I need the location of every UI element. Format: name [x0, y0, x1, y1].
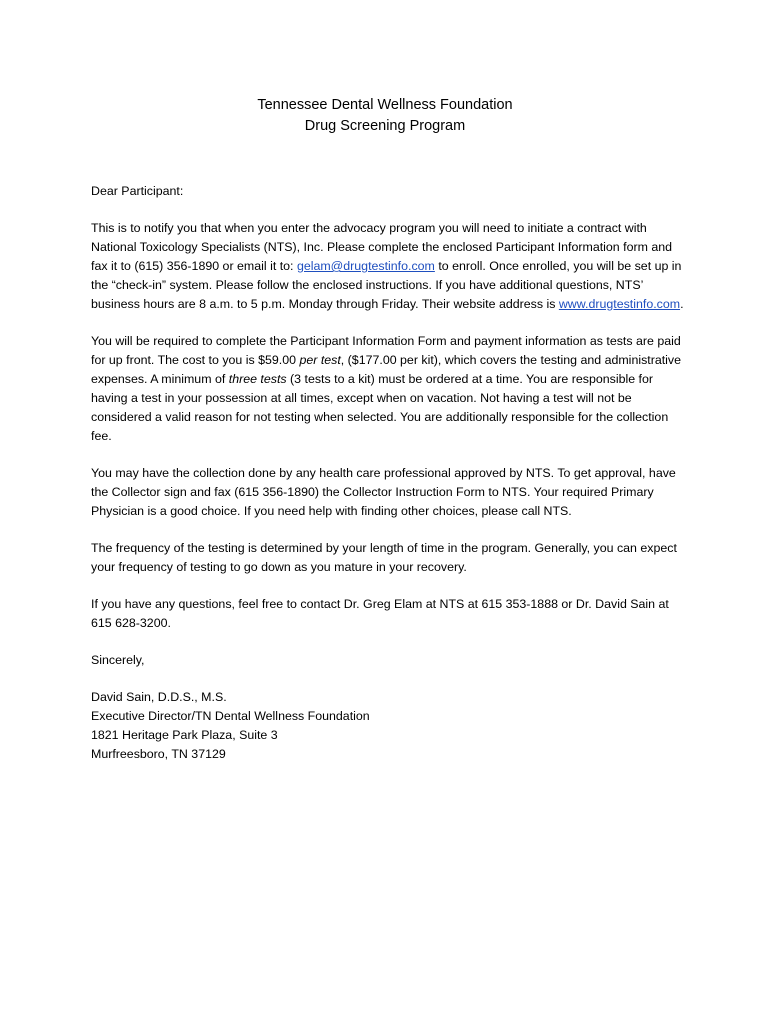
paragraph-payment-text-3: (3 tests to a kit) must be ordered at a time. You are responsible for having a test in your possession at all times, except when on vacation. Not having a test will not be considered a valid reason for not testing when selected. You are additionally responsible for the collection fee.	[91, 372, 669, 443]
signature-block	[91, 688, 691, 764]
website-link[interactable]: www.drugtestinfo.com	[558, 297, 681, 311]
paragraph-enrollment-text-3: .	[680, 297, 684, 311]
letter-header	[0, 95, 770, 137]
signature-name: David Sain, D.D.S., M.S.	[91, 690, 227, 704]
paragraph-enrollment	[91, 219, 691, 314]
closing: Sincerely,	[91, 653, 145, 667]
paragraph-enrollment-text-1: This is to notify you that when you enter the advocacy program you will need to initiate a contract with National Toxicology Specialists (NTS), Inc. Please complete the enclosed Participant Information form and fax it to (615) 356-1890 or email it to:	[91, 221, 673, 273]
letter-body	[91, 182, 691, 764]
paragraph-payment	[91, 332, 691, 446]
salutation: Dear Participant:	[91, 184, 184, 198]
organization-name: Tennessee Dental Wellness Foundation	[257, 97, 513, 113]
paragraph-payment-text-2: , ($177.00 per kit), which covers the testing and administrative expenses. A minimum of	[91, 353, 682, 386]
paragraph-contact: If you have any questions, feel free to contact Dr. Greg Elam at NTS at 615 353-1888 or Dr. David Sain at 615 628-3200.	[91, 597, 669, 630]
paragraph-frequency: The frequency of the testing is determined by your length of time in the program. Generally, you can expect your frequency of testing to go down as you mature in your recovery.	[91, 541, 677, 574]
emphasis-three-tests: three tests	[228, 372, 287, 386]
emphasis-per-test: per test	[299, 353, 341, 367]
signature-address-line-1: 1821 Heritage Park Plaza, Suite 3	[91, 728, 278, 742]
paragraph-enrollment-text-2: to enroll. Once enrolled, you will be set up in the “check-in” system. Please follow the enclosed instructions. If you have additional questions, NTS’ business hours are 8 a.m. to 5 p.m. Monday through Friday. Their website address is	[91, 259, 682, 311]
paragraph-payment-text-1: You will be required to complete the Participant Information Form and payment information as tests are paid for up front. The cost to you is $59.00	[91, 334, 681, 367]
program-name: Drug Screening Program	[304, 118, 466, 134]
signature-title: Executive Director/TN Dental Wellness Foundation	[91, 709, 370, 723]
email-link[interactable]: gelam@drugtestinfo.com	[296, 259, 435, 273]
signature-address-line-2: Murfreesboro, TN 37129	[91, 747, 226, 761]
paragraph-collection: You may have the collection done by any health care professional approved by NTS. To get approval, have the Collector sign and fax (615 356-1890) the Collector Instruction Form to NTS. Your required Primary Physician is a good choice. If you need help with finding other choices, please call NTS.	[91, 466, 676, 518]
